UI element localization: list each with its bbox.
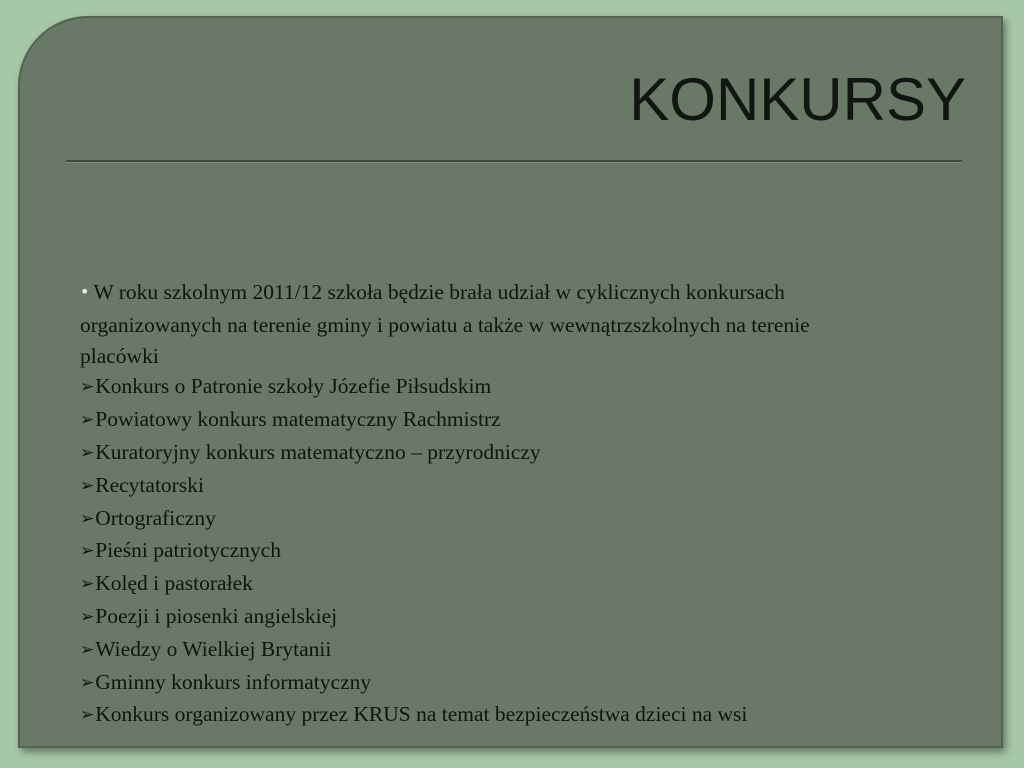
list-item [80, 667, 840, 700]
bullet-icon: • [80, 282, 90, 301]
list-item [80, 601, 840, 634]
list-item-label: Kuratoryjny konkurs matematyczno – przyrodniczy [95, 439, 541, 464]
list-item [80, 371, 840, 404]
arrow-bullet-icon: ➢ [80, 508, 95, 529]
arrow-bullet-icon: ➢ [80, 410, 95, 431]
list-item-label: Ortograficzny [95, 505, 216, 530]
arrow-bullet-icon: ➢ [80, 377, 95, 398]
contest-list [80, 371, 840, 732]
list-item-label: Powiatowy konkurs matematyczny Rachmistrz [95, 407, 501, 432]
slide-title: KONKURSY [629, 66, 966, 133]
arrow-bullet-icon: ➢ [80, 705, 95, 726]
title-divider [66, 160, 962, 163]
arrow-bullet-icon: ➢ [80, 574, 95, 595]
intro-text: W roku szkolnym 2011/12 szkoła będzie brała udział w cyklicznych konkursach organizowanych na terenie gminy i powiatu a także w wewnątrzszkolnych na terenie placówki [80, 280, 810, 368]
list-item [80, 503, 840, 536]
list-item-label: Recytatorski [95, 472, 204, 497]
list-item-label: Poezji i piosenki angielskiej [95, 603, 338, 628]
arrow-bullet-icon: ➢ [80, 442, 95, 463]
list-item-label: Konkurs o Patronie szkoły Józefie Piłsudskim [95, 374, 492, 399]
list-item [80, 470, 840, 503]
list-item [80, 404, 840, 437]
slide-content [80, 277, 840, 732]
list-item [80, 568, 840, 601]
list-item [80, 535, 840, 568]
list-item-label: Kolęd i pastorałek [95, 571, 253, 596]
arrow-bullet-icon: ➢ [80, 639, 95, 660]
list-item-label: Pieśni patriotycznych [95, 538, 281, 563]
list-item-label: Konkurs organizowany przez KRUS na temat bezpieczeństwa dzieci na wsi [95, 702, 748, 727]
list-item-label: Wiedzy o Wielkiej Brytanii [95, 636, 332, 661]
arrow-bullet-icon: ➢ [80, 672, 95, 693]
arrow-bullet-icon: ➢ [80, 606, 95, 627]
list-item-label: Gminny konkurs informatyczny [95, 669, 372, 694]
arrow-bullet-icon: ➢ [80, 475, 95, 496]
list-item [80, 699, 840, 732]
intro-paragraph [80, 277, 840, 371]
list-item [80, 437, 840, 470]
arrow-bullet-icon: ➢ [80, 541, 95, 562]
list-item [80, 634, 840, 667]
